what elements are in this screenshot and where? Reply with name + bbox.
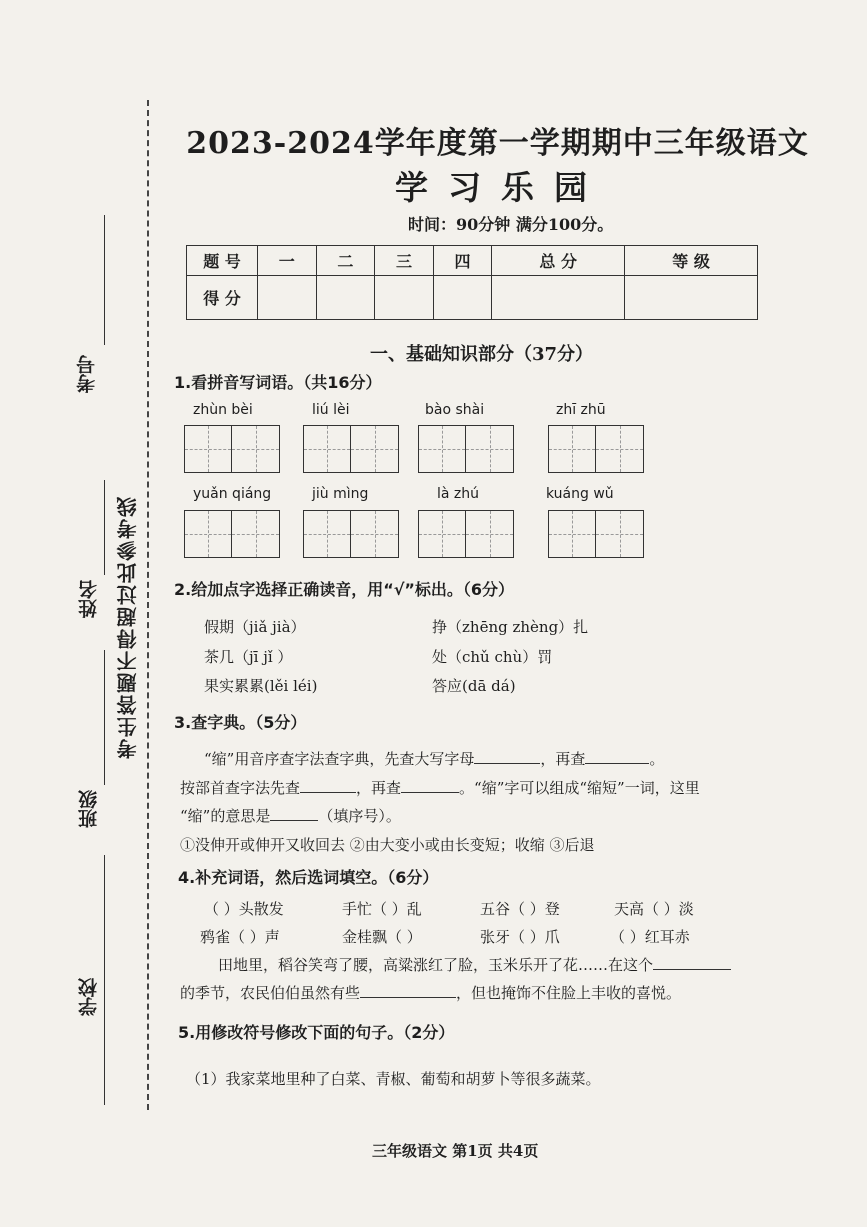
class-label: 班级	[78, 790, 100, 828]
exam-subtitle: 学习乐园	[395, 168, 607, 207]
class-line	[104, 650, 105, 785]
score-header-cell: 总 分	[492, 246, 625, 276]
pinyin-label: bào shài	[425, 402, 485, 418]
text-segment: 。“缩”字可以组成“缩短”一词，这里	[459, 779, 700, 797]
exam-number-line	[104, 215, 105, 345]
writing-grid[interactable]	[548, 510, 644, 558]
pinyin-label: kuáng wǔ	[546, 486, 614, 502]
writing-grid[interactable]	[303, 425, 399, 473]
idiom-item[interactable]: 鸦雀（ ）声	[200, 928, 280, 946]
exam-title: 2023-2024学年度第一学期期中三年级语文	[186, 126, 809, 161]
pinyin-label: là zhú	[437, 486, 480, 502]
page-footer: 三年级语文 第1页 共4页	[372, 1142, 539, 1160]
text-segment: 按部首查字法先查	[180, 779, 301, 797]
answer-blank[interactable]	[653, 969, 731, 970]
answer-blank[interactable]	[585, 763, 649, 764]
question-4-paragraph-1	[218, 954, 731, 975]
idiom-item[interactable]: 金桂飘（ ）	[342, 928, 422, 946]
pinyin-label: zhī zhū	[556, 402, 606, 418]
idiom-item[interactable]: 手忙（ ）乱	[342, 900, 422, 918]
question-3-line-1	[204, 748, 664, 769]
text-segment: （填序号）。	[318, 807, 401, 825]
question-4-paragraph-2	[180, 982, 681, 1003]
answer-blank[interactable]	[360, 997, 456, 998]
answer-blank[interactable]	[474, 763, 540, 764]
text-segment: ，再查	[356, 779, 402, 797]
time-info: 时间：90分钟 满分100分。	[408, 215, 614, 234]
score-cell[interactable]	[492, 276, 625, 320]
idiom-item[interactable]: 天高（ ）淡	[614, 900, 694, 918]
school-line	[104, 855, 105, 1105]
pinyin-label: liú lèi	[312, 402, 350, 418]
idiom-item[interactable]: （ ）头散发	[204, 900, 284, 918]
question-5-title: 5.用修改符号修改下面的句子。（2分）	[178, 1023, 455, 1042]
answer-blank[interactable]	[300, 792, 356, 793]
writing-grid[interactable]	[548, 425, 644, 473]
question-5-item-1[interactable]: （1）我家菜地里种了白菜、青椒、葡萄和胡萝卜等很多蔬菜。	[186, 1070, 601, 1088]
score-row-label: 得 分	[187, 276, 258, 320]
name-line	[104, 480, 105, 575]
pinyin-label: zhùn bèi	[193, 402, 253, 418]
name-label: 姓名	[78, 580, 100, 618]
writing-grid[interactable]	[184, 425, 280, 473]
question-2-title: 2.给加点字选择正确读音，用“√”标出。（6分）	[174, 580, 515, 599]
question-3-line-2	[180, 777, 700, 798]
text-segment: “缩”用音序查字法查字典，先查大写字母	[204, 750, 475, 768]
text-segment: ，但也掩饰不住脸上丰收的喜悦。	[456, 984, 682, 1002]
reading-choice-item[interactable]: 果实累累(lěi léi)	[204, 677, 318, 695]
reading-choice-item[interactable]: 假期（jiǎ jià）	[204, 618, 306, 636]
answer-blank[interactable]	[401, 792, 459, 793]
score-table	[186, 245, 758, 320]
question-3-line-3	[180, 805, 401, 826]
reading-choice-item[interactable]: 茶几（jī jǐ ）	[204, 648, 293, 666]
writing-grid[interactable]	[184, 510, 280, 558]
cut-line	[147, 100, 149, 1110]
score-cell[interactable]	[625, 276, 758, 320]
score-header-cell: 四	[433, 246, 492, 276]
score-header-cell: 三	[375, 246, 434, 276]
question-1-title: 1.看拼音写词语。（共16分）	[174, 373, 382, 392]
school-label: 学校	[78, 978, 100, 1016]
reading-choice-item[interactable]: 挣（zhēng zhèng）扎	[432, 618, 589, 636]
reading-choice-item[interactable]: 答应(dā dá)	[432, 677, 516, 695]
boundary-warning: 考生答题不得超过此参考线	[116, 495, 140, 759]
score-cell[interactable]	[375, 276, 434, 320]
score-header-cell: 题 号	[187, 246, 258, 276]
idiom-item[interactable]: 五谷（ ）登	[480, 900, 560, 918]
pinyin-label: yuǎn qiáng	[193, 486, 272, 502]
answer-blank[interactable]	[270, 820, 318, 821]
writing-grid[interactable]	[418, 510, 514, 558]
text-segment: 的季节，农民伯伯虽然有些	[180, 984, 361, 1002]
question-3-options: ①没伸开或伸开又收回去 ②由大变小或由长变短；收缩 ③后退	[180, 836, 595, 854]
score-header-cell: 二	[316, 246, 375, 276]
idiom-item[interactable]: 张牙（ ）爪	[480, 928, 560, 946]
writing-grid[interactable]	[303, 510, 399, 558]
text-segment: 。	[649, 750, 665, 768]
text-segment: “缩”的意思是	[180, 807, 271, 825]
section-title: 一、基础知识部分（37分）	[370, 344, 594, 365]
score-header-cell: 等 级	[625, 246, 758, 276]
score-cell[interactable]	[433, 276, 492, 320]
idiom-item[interactable]: （ ）红耳赤	[610, 928, 690, 946]
pinyin-label: jiù mìng	[312, 486, 369, 502]
question-4-title: 4.补充词语，然后选词填空。（6分）	[178, 868, 439, 887]
text-segment: ，再查	[540, 750, 586, 768]
score-cell[interactable]	[258, 276, 317, 320]
exam-number-label: 考号	[76, 355, 98, 393]
text-segment: 田地里，稻谷笑弯了腰，高粱涨红了脸，玉米乐开了花……在这个	[218, 956, 654, 974]
writing-grid[interactable]	[418, 425, 514, 473]
score-header-cell: 一	[258, 246, 317, 276]
question-3-title: 3.查字典。（5分）	[174, 713, 307, 732]
reading-choice-item[interactable]: 处（chǔ chù）罚	[432, 648, 553, 666]
score-cell[interactable]	[316, 276, 375, 320]
